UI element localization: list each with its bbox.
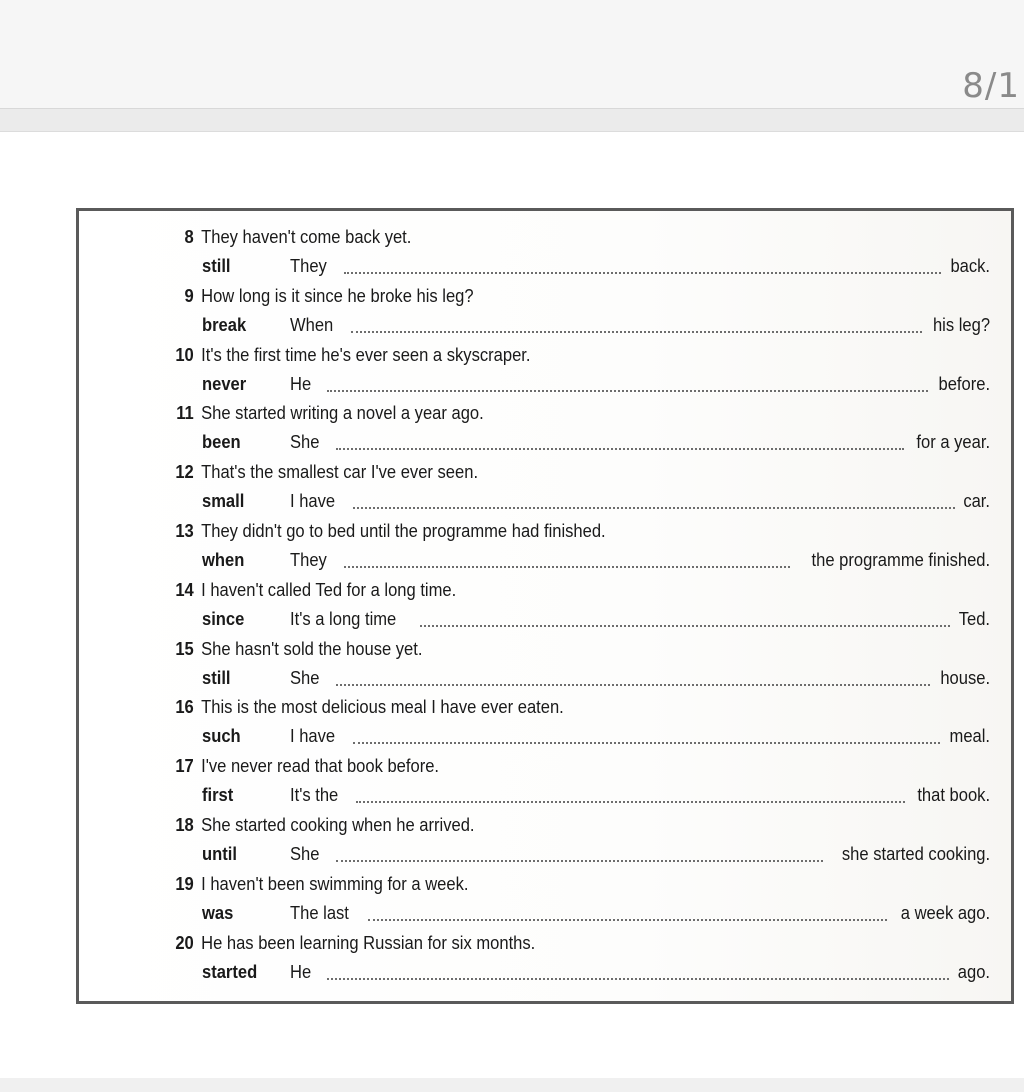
answer-lead: The last [290,902,349,923]
original-sentence: This is the most delicious meal I have ever eaten. [201,697,564,718]
answer-lead: She [290,843,320,864]
exercise-item-12 [168,458,990,517]
answer-tail: ago. [957,961,990,982]
key-word: still [202,256,231,276]
item-number: 20 [175,932,194,953]
viewer-toolbar-strip [0,109,1024,132]
answer-lead: He [290,373,312,394]
answer-lead: It's the [290,785,339,806]
exercise-item-15 [168,635,990,694]
answer-blank[interactable] [344,271,941,274]
viewer-top-bar [0,0,1024,109]
original-sentence: I haven't been swimming for a week. [201,873,469,894]
answer-lead: She [290,432,320,453]
key-word: break [202,314,247,335]
answer-blank[interactable] [420,624,950,627]
answer-lead: I have [290,491,336,512]
answer-lead: She [290,667,320,688]
answer-blank[interactable] [327,389,928,392]
answer-lead: It's a long time [290,608,397,629]
item-number: 18 [175,814,194,835]
answer-blank[interactable] [351,330,922,333]
key-word: still [202,667,231,688]
answer-tail: Ted. [958,608,990,629]
exercise-item-8 [168,223,990,282]
key-word: first [202,785,234,806]
original-sentence: She hasn't sold the house yet. [201,638,423,659]
answer-lead: They [290,549,327,570]
exercise-item-11 [168,399,990,458]
exercise-item-14 [168,576,990,635]
exercise-item-20 [168,929,990,988]
item-number: 8 [184,227,194,247]
answer-tail: the programme finished. [811,549,990,570]
answer-blank[interactable] [353,506,955,509]
answer-lead: I have [290,726,336,747]
item-number: 10 [175,344,194,365]
answer-lead: When [290,314,334,335]
exercise-item-10 [168,341,990,400]
answer-blank[interactable] [327,977,949,980]
exercise-item-9 [168,282,990,341]
answer-tail: back. [950,256,990,276]
original-sentence: It's the first time he's ever seen a skyscraper. [201,344,531,365]
answer-blank[interactable] [344,565,790,568]
item-number: 11 [176,403,194,424]
answer-blank[interactable] [336,447,904,450]
exercise-item-13 [168,517,990,576]
original-sentence: That's the smallest car I've ever seen. [201,462,479,483]
answer-tail: meal. [949,726,990,747]
original-sentence: They haven't come back yet. [201,227,412,247]
item-number: 16 [175,697,194,718]
answer-blank[interactable] [356,800,904,803]
answer-tail: that book. [917,785,990,806]
answer-lead: They [290,256,327,276]
page-counter: 8/1 [962,66,1020,106]
key-word: until [202,843,237,864]
answer-tail: a week ago. [900,902,990,923]
exercise-item-17 [168,752,990,811]
answer-tail: before. [938,373,990,394]
viewer-bottom-bar [0,1078,1024,1092]
answer-blank[interactable] [353,741,940,744]
transformation-exercise [168,223,990,987]
answer-blank[interactable] [368,918,887,921]
key-word: since [202,608,245,629]
exercise-item-19 [168,870,990,929]
item-number: 12 [175,462,194,483]
key-word: been [202,432,241,453]
answer-tail: his leg? [932,314,990,335]
answer-blank[interactable] [336,859,823,862]
item-number: 19 [175,873,194,894]
original-sentence: He has been learning Russian for six months. [201,932,536,953]
item-number: 14 [175,579,194,600]
answer-blank[interactable] [336,683,930,686]
exercise-item-18 [168,811,990,870]
key-word: never [202,373,247,394]
original-sentence: She started cooking when he arrived. [201,814,475,835]
answer-tail: she started cooking. [841,843,990,864]
worksheet [76,208,1014,1004]
item-number: 15 [175,638,194,659]
original-sentence: She started writing a novel a year ago. [201,403,484,424]
key-word: small [202,491,245,512]
answer-tail: house. [940,667,990,688]
original-sentence: I've never read that book before. [201,756,440,777]
item-number: 9 [184,285,194,306]
key-word: such [202,726,241,747]
key-word: was [202,902,234,923]
item-number: 13 [175,520,194,541]
item-number: 17 [175,756,194,777]
key-word: when [202,549,245,570]
exercise-item-16 [168,693,990,752]
key-word: started [202,961,258,982]
answer-lead: He [290,961,312,982]
answer-tail: car. [963,491,990,512]
original-sentence: They didn't go to bed until the programme had finished. [201,520,606,541]
answer-tail: for a year. [916,432,990,453]
original-sentence: I haven't called Ted for a long time. [201,579,457,600]
original-sentence: How long is it since he broke his leg? [201,285,474,306]
